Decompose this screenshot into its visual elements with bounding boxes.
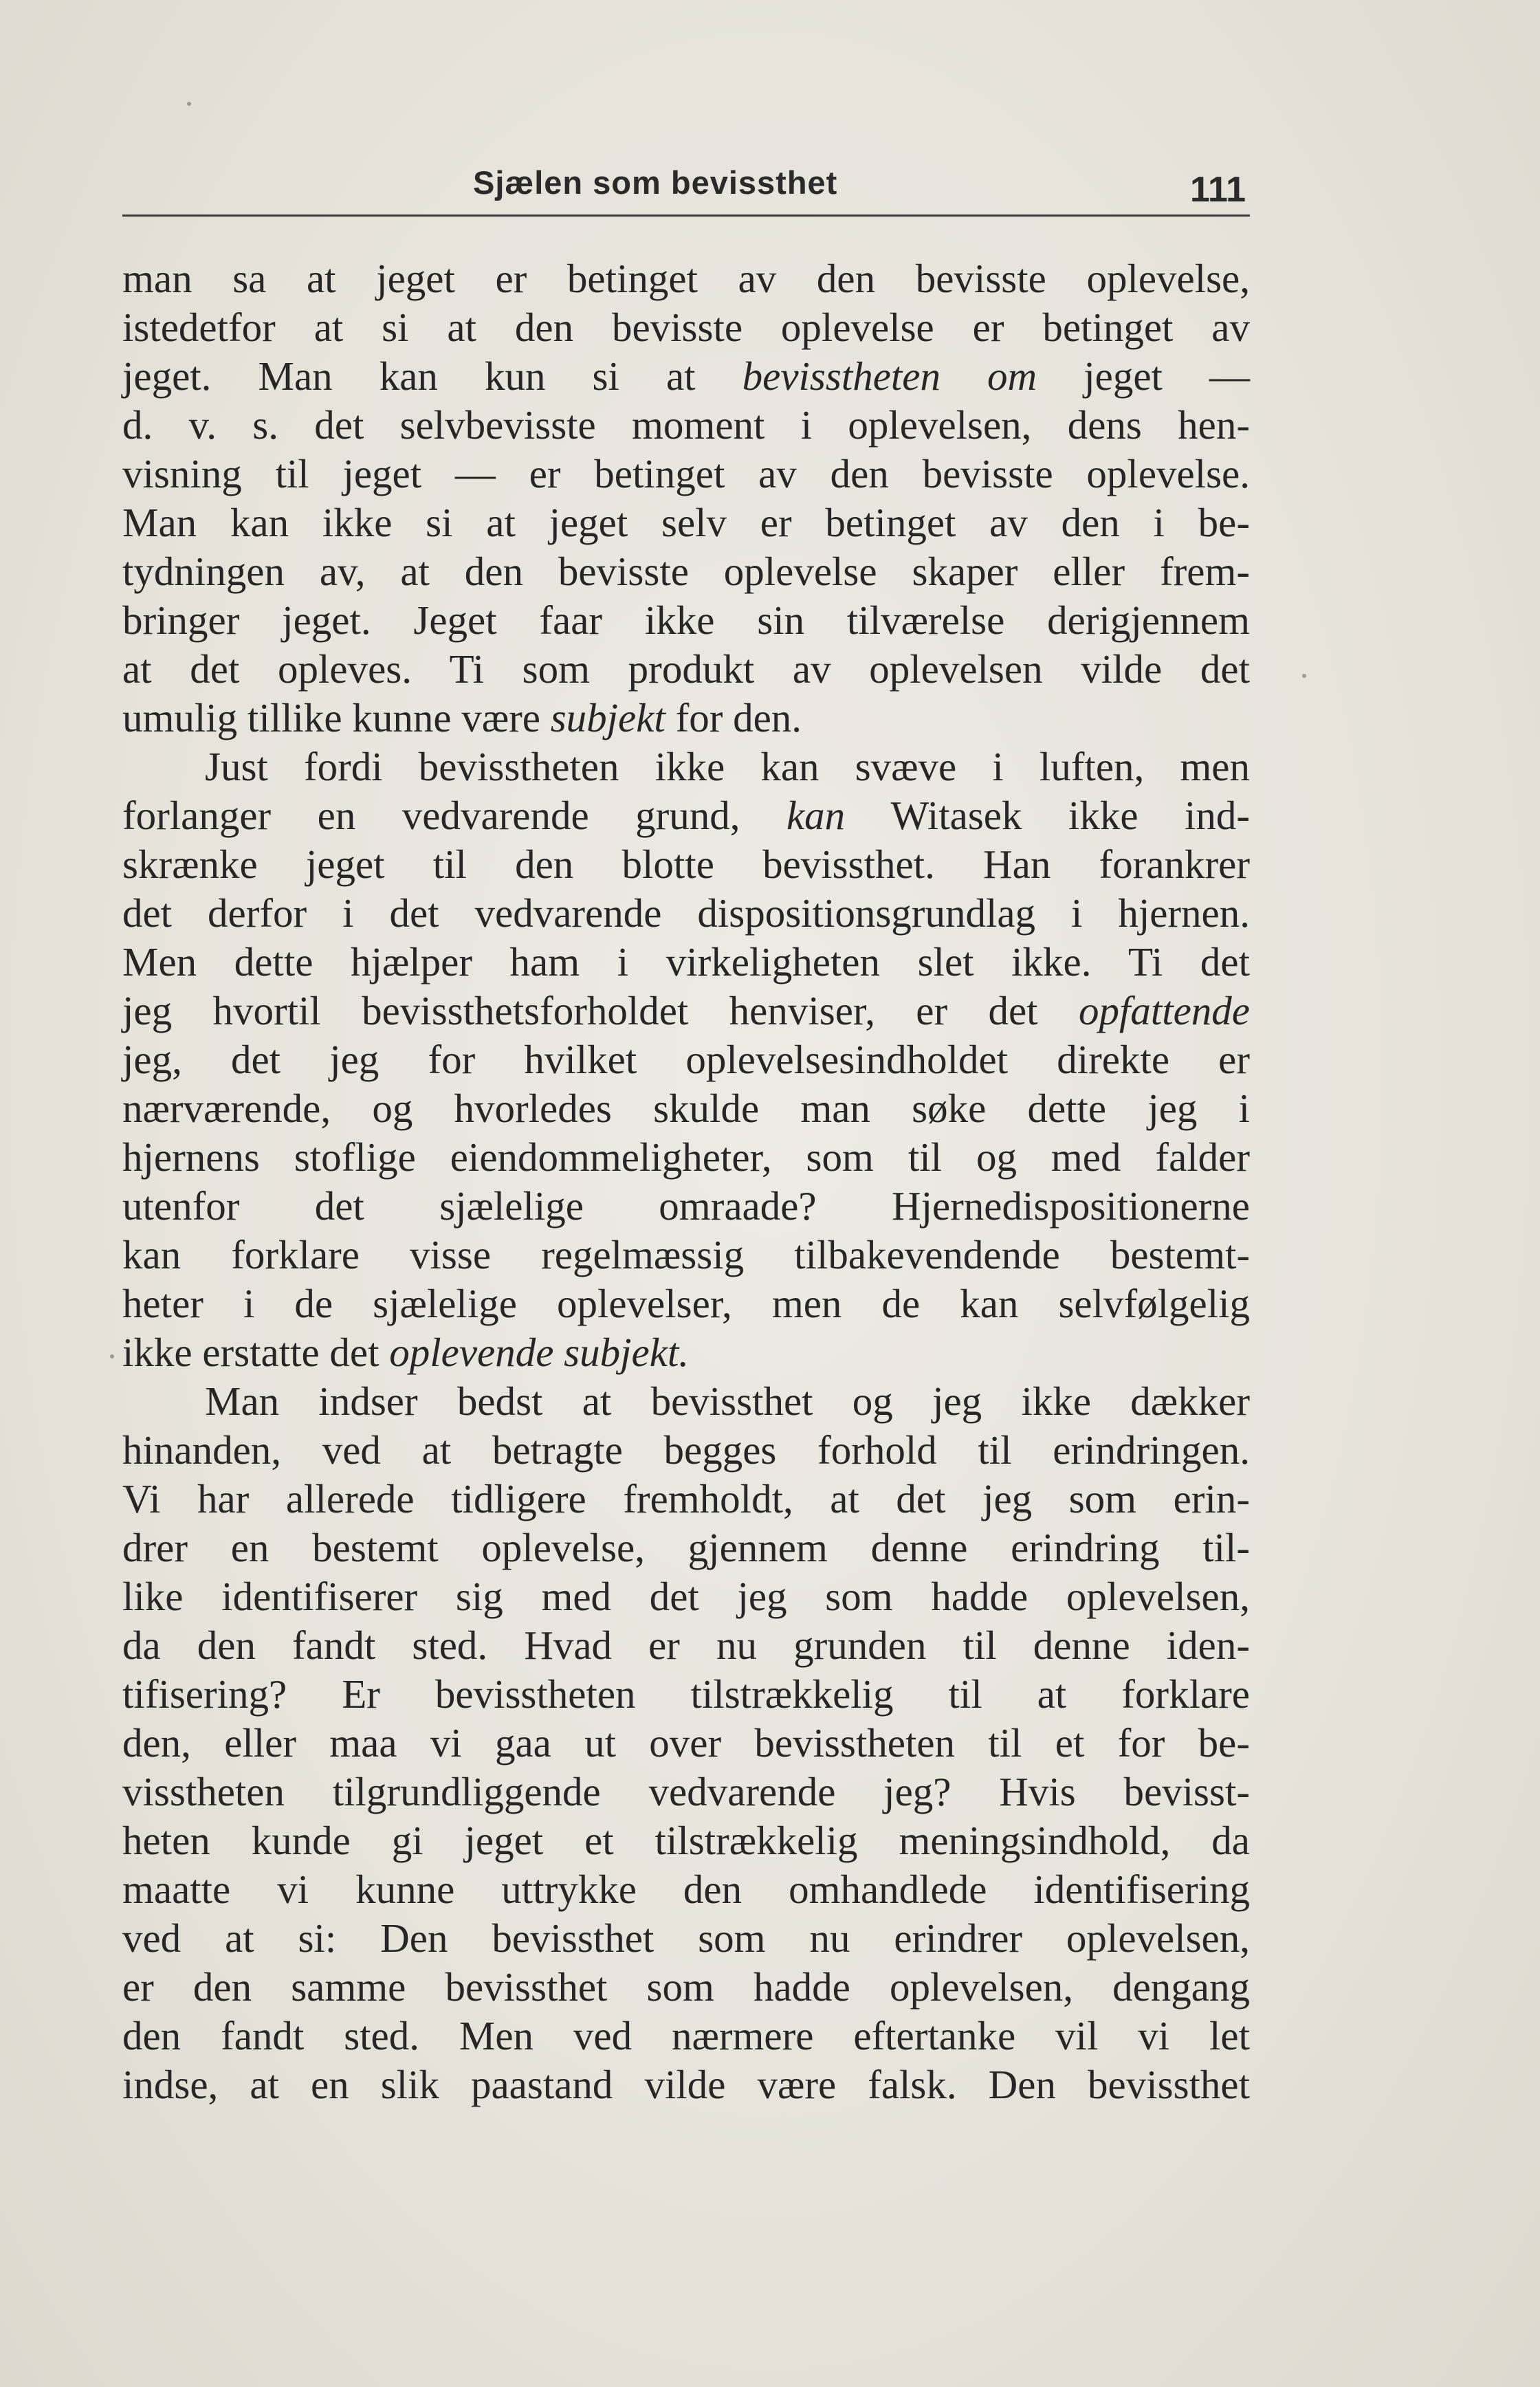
body-text (122, 254, 1250, 2109)
text-line: d. v. s. det selvbevisste moment i oplevelsen, dens hen- (122, 402, 1250, 448)
paper-speck (1302, 674, 1306, 678)
text-line: heten kunde gi jeget et tilstrækkelig meningsindhold, da (122, 1818, 1250, 1863)
text-line: bringer jeget. Jeget faar ikke sin tilværelse derigjennem (122, 597, 1250, 643)
text-line: ved at si: Den bevissthet som nu erindrer oplevelsen, (122, 1915, 1250, 1961)
text-line: jeg hvortil bevissthetsforholdet henviser, er det opfattende (122, 988, 1250, 1033)
text-line: skrænke jeget til den blotte bevissthet. Han forankrer (122, 842, 1250, 887)
text-line: drer en bestemt oplevelse, gjennem denne erindring til- (122, 1525, 1250, 1570)
paragraph-start-line: Man indser bedst at bevissthet og jeg ikke dækker (205, 1378, 1250, 1424)
text-line: ikke erstatte det oplevende subjekt. (122, 1330, 690, 1375)
text-line: tydningen av, at den bevisste oplevelse skaper eller frem- (122, 549, 1250, 594)
text-line: forlanger en vedvarende grund, kan Witasek ikke ind- (122, 793, 1250, 838)
text-line: like identifiserer sig med det jeg som hadde oplevelsen, (122, 1574, 1250, 1619)
text-line: maatte vi kunne uttrykke den omhandlede identifisering (122, 1867, 1250, 1912)
running-title: Sjælen som bevissthet (473, 164, 838, 201)
text-line: kan forklare visse regelmæssig tilbakevendende bestemt- (122, 1232, 1250, 1277)
text-line: er den samme bevissthet som hadde oplevelsen, dengang (122, 1964, 1250, 2010)
text-line: visstheten tilgrundliggende vedvarende jeg? Hvis bevisst- (122, 1769, 1250, 1814)
text-line: jeg, det jeg for hvilket oplevelsesindholdet direkte er (122, 1037, 1250, 1082)
text-line: jeget. Man kan kun si at bevisstheten om jeget — (122, 353, 1250, 399)
text-line: den, eller maa vi gaa ut over bevisstheten til et for be- (122, 1720, 1250, 1766)
text-line: Man kan ikke si at jeget selv er betinget av den i be- (122, 500, 1250, 545)
page-number: 111 (1189, 170, 1246, 210)
text-line: at det opleves. Ti som produkt av oplevelsen vilde det (122, 646, 1250, 692)
text-line: det derfor i det vedvarende dispositionsgrundlag i hjernen. (122, 890, 1250, 936)
text-line: nærværende, og hvorledes skulde man søke dette jeg i (122, 1086, 1250, 1131)
text-line: hjernens stoflige eiendommeligheter, som til og med falder (122, 1134, 1250, 1180)
text-line: utenfor det sjælelige omraade? Hjernedispositionerne (122, 1183, 1250, 1229)
text-line: Men dette hjælper ham i virkeligheten slet ikke. Ti det (122, 939, 1250, 984)
paragraph-start-line: Just fordi bevisstheten ikke kan svæve i luften, men (205, 744, 1250, 789)
text-line: tifisering? Er bevisstheten tilstrækkelig til at forklare (122, 1671, 1250, 1717)
text-line: umulig tillike kunne være subjekt for den. (122, 695, 802, 740)
text-line: visning til jeget — er betinget av den bevisste oplevelse. (122, 451, 1250, 496)
text-line: Vi har allerede tidligere fremholdt, at det jeg som erin- (122, 1476, 1250, 1521)
paper-speck (187, 102, 191, 106)
paper-speck (110, 1354, 114, 1358)
text-line: heter i de sjælelige oplevelser, men de kan selvfølgelig (122, 1281, 1250, 1326)
text-line: den fandt sted. Men ved nærmere eftertanke vil vi let (122, 2013, 1250, 2058)
text-line: indse, at en slik paastand vilde være falsk. Den bevissthet (122, 2062, 1250, 2107)
text-line: hinanden, ved at betragte begges forhold til erindringen. (122, 1427, 1250, 1473)
page-header (122, 160, 1250, 217)
text-line: da den fandt sted. Hvad er nu grunden til denne iden- (122, 1622, 1250, 1668)
text-line: istedetfor at si at den bevisste oplevelse er betinget av (122, 305, 1250, 350)
text-line: man sa at jeget er betinget av den bevisste oplevelse, (122, 256, 1250, 301)
